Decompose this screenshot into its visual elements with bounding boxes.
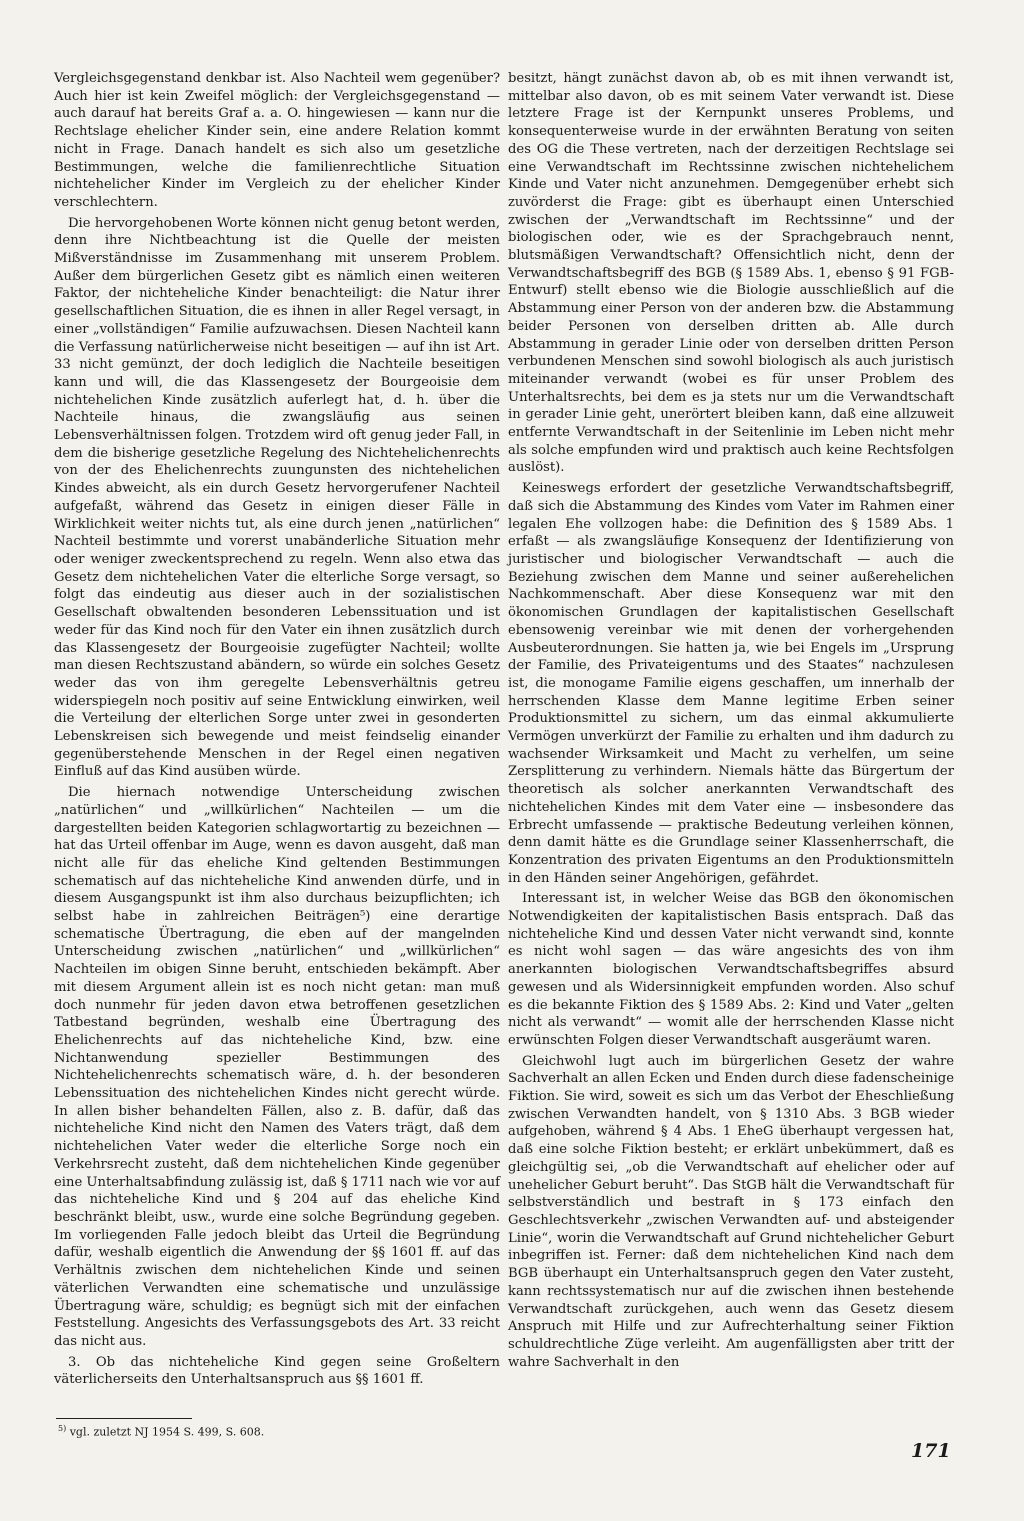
- paragraph: Gleichwohl lugt auch im bürgerlichen Gesetz der wahre Sachverhalt an allen Ecken und Enden durch diese fadenscheinige Fiktion. Sie wird, soweit es sich um das Verbot der Eheschließung zwischen Verwandten handelt, von § 1310 Abs. 3 BGB wieder aufgehoben, während § 4 Abs. 1 EheG überhaupt vergessen hat, daß eine solche Fiktion besteht; er erklärt unbekümmert, daß es gleichgültig sei, „ob die Verwandtschaft auf ehelicher oder auf unehelicher Geburt beruht“. Das StGB hält die Verwandtschaft für selbstverständlich und bestraft in § 173 einfach den Geschlechtsverkehr „zwischen Verwandten auf- und absteigender Linie“, worin die Verwandtschaft auf Grund nichtehelicher Geburt inbegriffen ist. Ferner: daß dem nichtehelichen Kind nach dem BGB überhaupt ein Unterhaltsanspruch gegen den Vater zusteht, kann rechtssystematisch nur auf die zwischen ihnen bestehende Verwandtschaft zurückgehen, auch wenn das Gesetz diesem Anspruch mit Hilfe und zur Aufrechterhaltung seiner Fiktion schuldrechtliche Züge verleiht. Am augenfälligsten aber tritt der wahre Sachverhalt in den: [508, 1053, 954, 1370]
- paragraph: 3. Ob das nichteheliche Kind gegen seine Großeltern väterlicherseits den Unterhaltsanspruch aus §§ 1601 ff.: [54, 1354, 500, 1388]
- paragraph: Keineswegs erfordert der gesetzliche Verwandtschaftsbegriff, daß sich die Abstammung des Kindes vom Vater im Rahmen einer legalen Ehe vollzogen habe: die Definition des § 1589 Abs. 1 erfaßt — als zwangsläufige Konsequenz der Identifizierung von juristischer und biologischer Verwandtschaft — auch die Beziehung zwischen dem Manne und seiner außerehelichen Nachkommenschaft. Aber diese Konsequenz war mit den ökonomischen Grundlagen der kapitalistischen Gesellschaft ebensowenig vereinbar wie mit denen der vorhergehenden Ausbeuterordnungen. Sie hatten ja, wie bei Engels im „Ursprung der Familie, des Privateigentums und des Staates“ nachzulesen ist, die monogame Familie eigens geschaffen, um innerhalb der herrschenden Klasse dem Manne legitime Erben seiner Produktionsmittel zu sichern, um das einmal akkumulierte Vermögen unverkürzt der Familie zu erhalten und ihm dadurch zu wachsender Wirksamkeit und Macht zu verhelfen, um seine Zersplitterung zu verhindern. Niemals hätte das Bürgertum der theoretisch als solcher anerkannten Verwandtschaft des nichtehelichen Kindes mit dem Vater eine — insbesondere das Erbrecht umfassende — praktische Bedeutung verleihen können, denn damit hätte es die Grundlage seiner Klassenherrschaft, die Konzentration des privaten Eigentums an den Produktionsmitteln in den Händen seiner Angehörigen, gefährdet.: [508, 481, 954, 886]
- paragraph: besitzt, hängt zunächst davon ab, ob es mit ihnen verwandt ist, mittelbar also davon, ob es mit seinem Vater verwandt ist. Diese letztere Frage ist der Kernpunkt unseres Problems, und konsequenterweise wurde in der erwähnten Beratung von seiten des OG die These vertreten, nach der derzeitigen Rechtslage sei eine Verwandtschaft im Rechtssinne zwischen nichtehelichem Kinde und Vater nicht anzunehmen. Demgegenüber erhebt sich zuvörderst die Frage: gibt es überhaupt einen Unterschied zwischen der „Verwandtschaft im Rechtssinne“ und der biologischen oder, wie es der Sprachgebrauch nennt, blutsmäßigen Verwandtschaft? Offensichtlich nicht, denn der Verwandtschaftsbegriff des BGB (§ 1589 Abs. 1, ebenso § 91 FGB-Entwurf) stellt ebenso wie die Biologie ausschließlich auf die Abstammung einer Person von der anderen bzw. die Abstammung beider Personen von derselben dritten ab. Alle durch Abstammung in gerader Linie oder von derselben dritten Person verbundenen Menschen sind sowohl biologisch als auch juristisch miteinander verwandt (wobei es für unser Problem des Unterhaltsrechts, bei dem es ja stets nur um die Verwandtschaft in gerader Linie geht, unerörtert bleiben kann, daß eine allzuweit entfernte Verwandtschaft in der Seitenlinie im Leben nicht mehr als solche empfunden wird und praktisch auch keine Rechtsfolgen auslöst).: [508, 71, 954, 476]
- left-column: [54, 70, 500, 1392]
- footnote-text: vgl. zuletzt NJ 1954 S. 499, S. 608.: [69, 1425, 265, 1439]
- paragraph: Die hervorgehobenen Worte können nicht genug betont werden, denn ihre Nichtbeachtung ist die Quelle der meisten Mißverständnisse im Zusammenhang mit unserem Problem. Außer dem bürgerlichen Gesetz gibt es nämlich einen weiteren Faktor, der nichteheliche Kinder benachteiligt: die Natur ihrer gesellschaftlichen Situation, die es ihnen in aller Regel versagt, in einer „vollständigen“ Familie aufzuwachsen. Diesen Nachteil kann die Verfassung natürlicherweise nicht beseitigen — auf ihn ist Art. 33 nicht gemünzt, der doch lediglich die Nachteile beseitigen kann und will, die das Klassengesetz der Bourgeoisie dem nichtehelichen Kinde zusätzlich auferlegt hat, d. h. über die Nachteile hinaus, die zwangsläufig aus seinen Lebensverhältnissen folgen. Trotzdem wird oft genug jeder Fall, in dem die bisherige gesetzliche Regelung des Nichtehelichenrechts von der des Ehelichenrechts zuungunsten des nichtehelichen Kindes abweicht, als ein durch Gesetz hervorgerufener Nachteil aufgefaßt, während das Gesetz in einigen dieser Fälle in Wirklichkeit weiter nichts tut, als eine durch jenen „natürlichen“ Nachteil bestimmte und vorerst unabänderliche Situation mehr oder weniger zweckentsprechend zu regeln. Wenn also etwa das Gesetz dem nichtehelichen Vater die elterliche Sorge versagt, so folgt das eindeutig aus dieser auch in der sozialistischen Gesellschaft obwaltenden besonderen Lebenssituation und ist weder für das Kind noch für den Vater ein ihnen zusätzlich durch das Klassengesetz der Bourgeoisie zugefügter Nachteil; wollte man diesen Rechtszustand abändern, so würde ein solches Gesetz weder das von ihm geregelte Lebensverhältnis getreu widerspiegeln noch positiv auf seine Entwicklung einwirken, weil die Verteilung der elterlichen Sorge unter zwei in gesonderten Lebenskreisen sich bewegende und meist feindselig einander gegenüberstehende Menschen in der Regel einen negativen Einfluß auf das Kind ausüben würde.: [54, 215, 500, 780]
- paragraph: Die hiernach notwendige Unterscheidung zwischen „natürlichen“ und „willkürlichen“ Nachteilen — um die dargestellten beiden Kategorien schlagwortartig zu bezeichnen — hat das Urteil offenbar im Auge, wenn es davon ausgeht, daß man nicht alle für das eheliche Kind geltenden Bestimmungen schematisch auf das nichteheliche Kind anwenden dürfe, und in diesem Ausgangspunkt ist ihm also durchaus beizupflichten; ich selbst habe in zahlreichen Beiträgen⁵) eine derartige schematische Übertragung, die eben auf der mangelnden Unterscheidung zwischen „natürlichen“ und „willkürlichen“ Nachteilen im obigen Sinne beruht, entschieden bekämpft. Aber mit diesem Argument allein ist es noch nicht getan: man muß doch nunmehr für jeden davon etwa betroffenen gesetzlichen Tatbestand begründen, weshalb eine Übertragung des Ehelichenrechts auf das nichteheliche Kind, bzw. eine Nichtanwendung spezieller Bestimmungen des Nichtehelichenrechts schematisch wäre, d. h. der besonderen Lebenssituation des nichtehelichen Kindes nicht gerecht würde. In allen bisher behandelten Fällen, also z. B. dafür, daß das nichteheliche Kind nicht den Namen des Vaters trägt, daß dem nichtehelichen Vater weder die elterliche Sorge noch ein Verkehrsrecht zusteht, daß dem nichtehelichen Kinde gegenüber eine Unterhaltsabfindung zulässig ist, daß § 1711 nach wie vor auf das nichteheliche Kind und § 204 auf das eheliche Kind beschränkt bleibt, usw., wurde eine solche Begründung gegeben. Im vorliegenden Falle jedoch bleibt das Urteil die Begründung dafür, weshalb eigentlich die Anwendung der §§ 1601 ff. auf das Verhältnis zwischen dem nichtehelichen Kinde und seinen väterlichen Verwandten eine schematische und unzulässige Übertragung wäre, schuldig; es begnügt sich mit der einfachen Feststellung. Angesichts des Verfassungsgebots des Art. 33 reicht das nicht aus.: [54, 785, 500, 1349]
- paragraph: Interessant ist, in welcher Weise das BGB den ökonomischen Notwendigkeiten der kapitalistischen Basis entsprach. Daß das nichteheliche Kind und dessen Vater nicht verwandt sind, konnte es nicht wohl sagen — das wäre angesichts des von ihm anerkannten biologischen Verwandtschaftsbegriffes absurd gewesen und als Widersinnigkeit empfunden worden. Also schuf es die bekannte Fiktion des § 1589 Abs. 2: Kind und Vater „gelten nicht als verwandt“ — womit alle der herrschenden Klasse nicht erwünschten Folgen dieser Verwandtschaft ausgeräumt waren.: [508, 891, 954, 1048]
- paragraph: Vergleichsgegenstand denkbar ist. Also Nachteil wem gegenüber? Auch hier ist kein Zweifel möglich: der Vergleichsgegenstand — auch darauf hat bereits Graf a. a. O. hingewiesen — kann nur die Rechtslage ehelicher Kinder sein, eine andere Relation kommt nicht in Frage. Danach handelt es sich also um gesetzliche Bestimmungen, welche die familienrechtliche Situation nichtehelicher Kinder im Vergleich zu der ehelicher Kinder verschlechtern.: [54, 71, 500, 210]
- right-column: [508, 70, 954, 1374]
- footnote: [58, 1422, 264, 1440]
- page-number: 171: [911, 1440, 951, 1462]
- footnote-divider: [56, 1418, 192, 1419]
- footnote-marker: 5): [58, 1424, 67, 1433]
